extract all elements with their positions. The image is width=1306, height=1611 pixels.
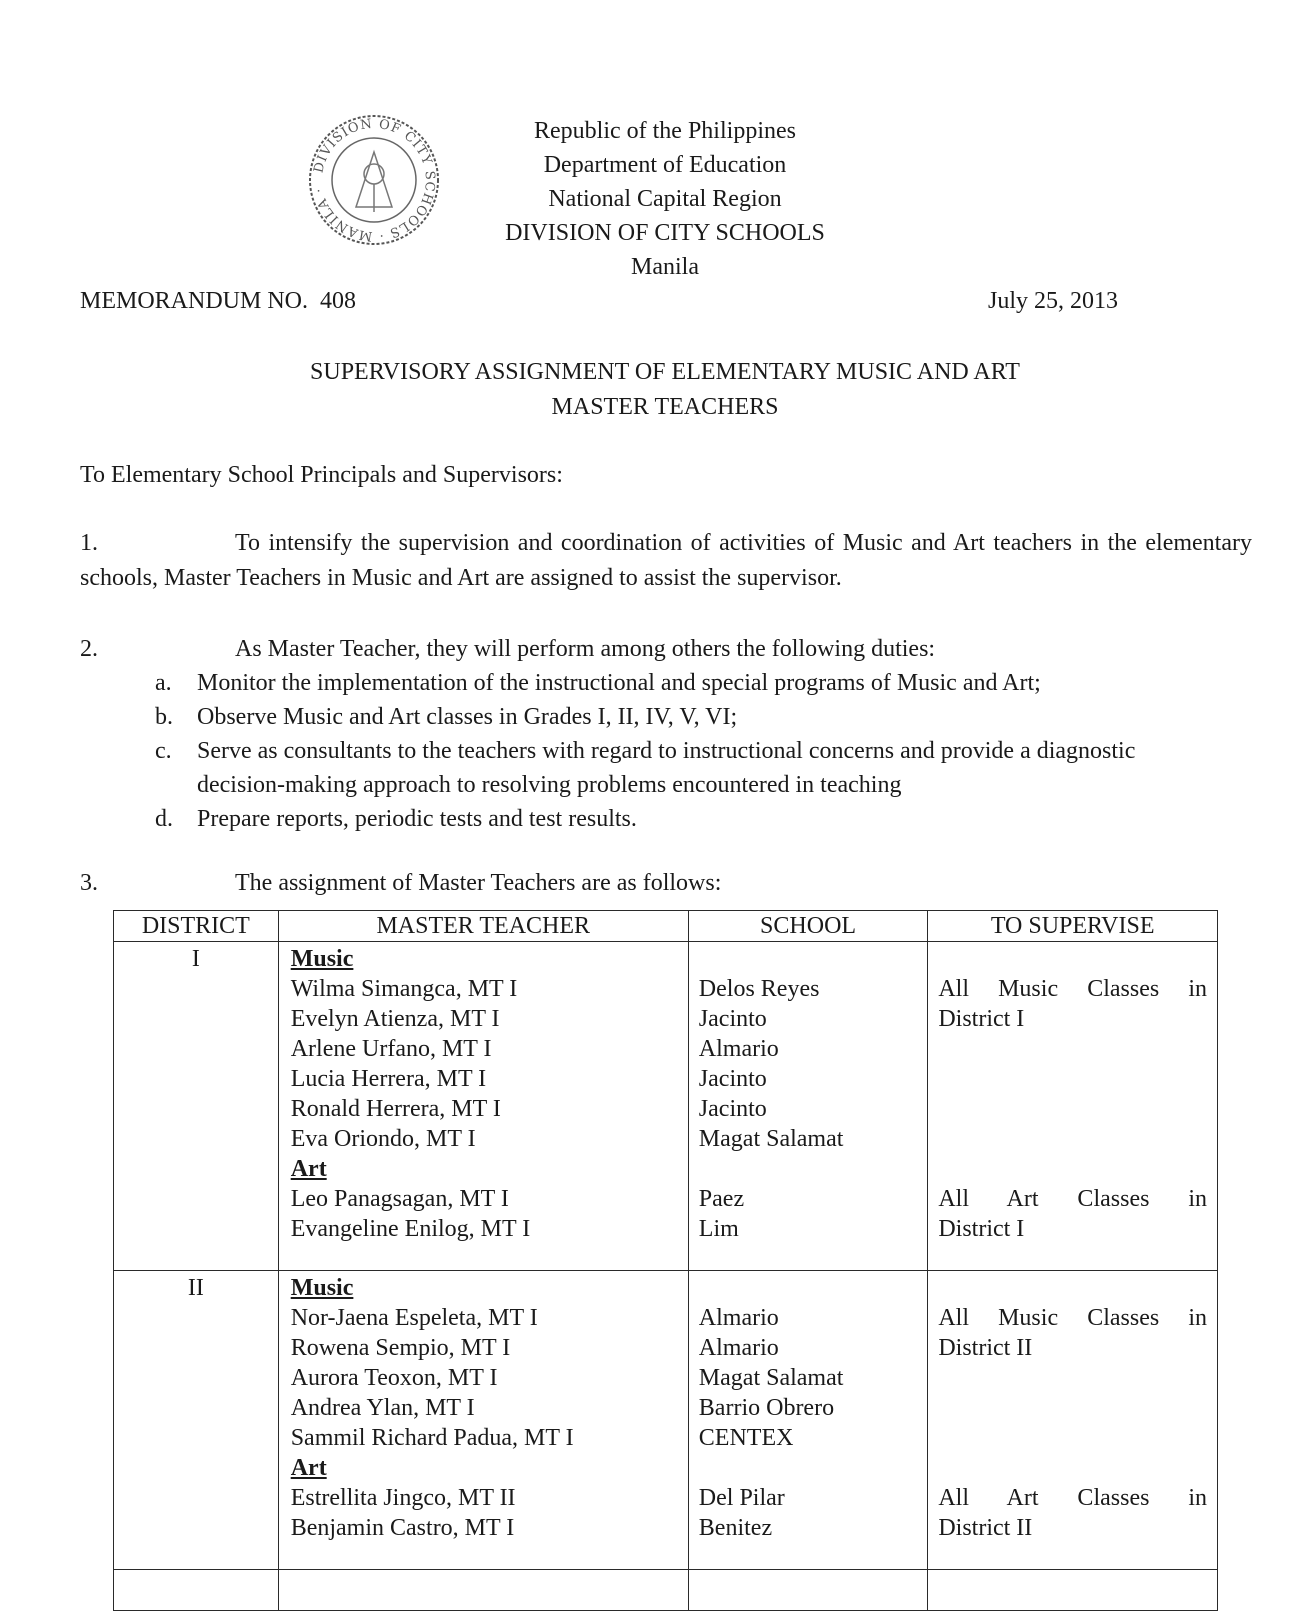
teacher-name: Sammil Richard Padua, MT I [290,1425,574,1451]
teacher-cell [278,942,688,1271]
teacher-name: Lucia Herrera, MT I [290,1066,487,1092]
list-item [155,666,1155,700]
school-name: Jacinto [698,1006,767,1032]
teacher-name: Andrea Ylan, MT I [290,1395,475,1421]
school-name: Del Pilar [698,1485,785,1511]
supervise-text: District II [938,1335,1033,1361]
school-cell [688,1570,928,1611]
supervise-text: All Art Classes in [938,1186,1207,1212]
memo-title [200,355,1130,425]
teacher-cell [278,1271,688,1570]
salutation: To Elementary School Principals and Supervisors: [80,462,563,488]
letterhead-line: National Capital Region [548,186,782,212]
district-cell: I [114,942,279,1271]
paragraph-number: 1. [80,530,98,556]
list-text: Prepare reports, periodic tests and test results. [197,806,637,832]
list-item [155,802,1155,836]
teacher-name: Ronald Herrera, MT I [290,1096,501,1122]
teacher-name: Wilma Simangca, MT I [290,976,518,1002]
school-name: Paez [698,1186,745,1212]
school-name: Magat Salamat [698,1365,844,1391]
school-name: Benitez [698,1515,773,1541]
paragraph-number: 2. [80,636,98,662]
paragraph-number: 3. [80,870,98,896]
paragraph-text: The assignment of Master Teachers are as follows: [235,870,722,896]
supervise-cell [928,1271,1218,1570]
table-row [114,1271,1218,1570]
school-name: Lim [698,1216,739,1242]
school-name: Almario [698,1305,779,1331]
subject-label: Music [290,1275,354,1301]
list-text: Observe Music and Art classes in Grades I, II, IV, V, VI; [197,704,738,730]
list-item [155,734,1155,802]
teacher-name: Nor-Jaena Espeleta, MT I [290,1305,538,1331]
school-name: Jacinto [698,1096,767,1122]
school-name: Magat Salamat [698,1126,844,1152]
teacher-name: Leo Panagsagan, MT I [290,1186,509,1212]
district-cell: II [114,1271,279,1570]
supervise-text: All Art Classes in [938,1485,1207,1511]
school-name: Almario [698,1335,779,1361]
school-name: Barrio Obrero [698,1395,835,1421]
column-header-to-supervise: TO SUPERVISE [928,911,1218,942]
teacher-name: Evangeline Enilog, MT I [290,1216,531,1242]
paragraph-text: To intensify the supervision and coordination of activities of Music and Art teachers in the elementary schools, Master Teachers in Music and Art are assigned to assist the supervisor. [80,530,1252,591]
duties-list [155,666,1155,836]
list-letter: b. [155,704,173,730]
paragraph-text: As Master Teacher, they will perform among others the following duties: [235,636,936,662]
teacher-cell [278,1570,688,1611]
teacher-name: Rowena Sempio, MT I [290,1335,511,1361]
subject-label: Music [290,946,354,972]
school-cell [688,942,928,1271]
memo-title-line: MASTER TEACHERS [551,394,779,420]
district-cell [114,1570,279,1611]
list-text: Monitor the implementation of the instructional and special programs of Music and Art; [197,670,1041,696]
teacher-name: Aurora Teoxon, MT I [290,1365,498,1391]
letterhead [430,114,900,284]
school-name: CENTEX [698,1425,794,1451]
school-name: Almario [698,1036,779,1062]
letterhead-line: Manila [631,254,699,280]
teacher-name: Evelyn Atienza, MT I [290,1006,500,1032]
subject-label: Art [290,1455,327,1481]
school-name: Delos Reyes [698,976,820,1002]
table-header-row [114,911,1218,942]
list-letter: c. [155,738,172,764]
teacher-name: Arlene Urfano, MT I [290,1036,492,1062]
supervise-text: District I [938,1006,1025,1032]
supervise-cell [928,942,1218,1271]
memo-title-line: SUPERVISORY ASSIGNMENT OF ELEMENTARY MUSIC AND ART [310,359,1020,385]
supervise-text: District II [938,1515,1033,1541]
supervise-text: All Music Classes in [938,976,1207,1002]
paragraph-2 [80,632,1252,666]
paragraph-1 [80,526,1252,596]
subject-label: Art [290,1156,327,1182]
supervise-cell [928,1570,1218,1611]
teacher-name: Eva Oriondo, MT I [290,1126,476,1152]
school-name: Jacinto [698,1066,767,1092]
letterhead-line: Department of Education [543,152,787,178]
svg-text:DIVISION OF CITY SCHOOLS · MAN: DIVISION OF CITY SCHOOLS · MANILA · [311,116,438,244]
table-row [114,1570,1218,1611]
teacher-name: Estrellita Jingco, MT II [290,1485,516,1511]
supervise-text: All Music Classes in [938,1305,1207,1331]
letterhead-line: DIVISION OF CITY SCHOOLS [505,220,825,246]
list-text: Serve as consultants to the teachers with regard to instructional concerns and provide a diagnostic decision-making approach to resolving problems encountered in teaching [197,738,1136,798]
column-header-master-teacher: MASTER TEACHER [278,911,688,942]
list-letter: d. [155,806,173,832]
column-header-school: SCHOOL [688,911,928,942]
division-seal-logo [306,112,442,248]
teacher-name: Benjamin Castro, MT I [290,1515,515,1541]
letterhead-line: Republic of the Philippines [534,118,796,144]
assignment-table [113,910,1218,1611]
table-row [114,942,1218,1271]
column-header-district: DISTRICT [114,911,279,942]
school-cell [688,1271,928,1570]
supervise-text: District I [938,1216,1025,1242]
paragraph-3 [80,870,721,897]
list-item [155,700,1155,734]
list-letter: a. [155,670,172,696]
memo-number: MEMORANDUM NO. 408 [80,288,357,314]
memo-date: July 25, 2013 [987,288,1118,314]
